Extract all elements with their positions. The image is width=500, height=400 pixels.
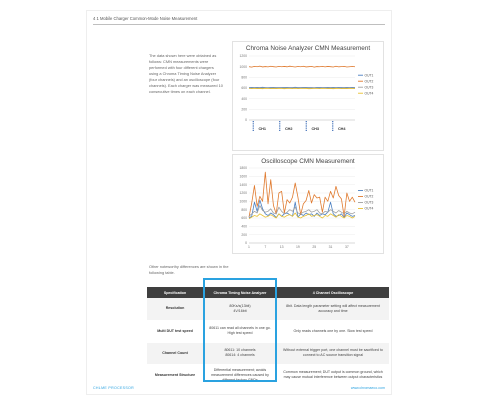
- y-tick-label: 0: [245, 118, 247, 123]
- chroma-chart-svg: [233, 42, 385, 152]
- legend-label: OUT3: [364, 85, 374, 90]
- x-tick-label: 31: [328, 245, 333, 249]
- comparison-table: [147, 287, 389, 387]
- y-tick-label: 1800: [239, 166, 247, 171]
- row-chroma: 80Ks/s(13bit) 4V/16bit: [203, 298, 277, 320]
- table-header-cell: Specification: [147, 287, 203, 298]
- document-page: [86, 10, 392, 395]
- table-intro-paragraph: Other noteworthy differences are shown in the following table.: [149, 264, 229, 275]
- x-tick-label: 1: [248, 245, 250, 249]
- intro-paragraph: The data shown here were obtained as follows: CMN measurements were performed with four different chargers using a Chroma Timing Noise Analyzer (four channels) and an oscilloscope (four channels). Each charger was measured 10 consecutive times on each channel.: [149, 53, 223, 94]
- legend-label: OUT2: [364, 194, 374, 199]
- y-tick-label: 800: [241, 75, 247, 80]
- y-tick-label: 1000: [239, 64, 247, 69]
- chroma-chart: [232, 41, 384, 151]
- row-oscilloscope: Without external trigger port, one channel must be sacrificed to connect to AC source transition signal: [277, 342, 389, 364]
- table-row: [147, 364, 389, 386]
- channel-label: CH2: [284, 127, 293, 131]
- legend-label: OUT1: [364, 73, 374, 78]
- table-header-cell: 4 Channel Oscilloscope: [277, 287, 389, 298]
- y-tick-label: 0: [245, 241, 247, 246]
- x-tick-label: 37: [344, 245, 349, 249]
- y-tick-label: 1200: [239, 191, 247, 196]
- row-oscilloscope: Common measurement; DUT output is common ground, which may cause mutual interference between output characteristics: [277, 364, 389, 386]
- channel-label: CH4: [337, 127, 346, 131]
- legend-label: OUT3: [364, 200, 374, 205]
- y-tick-label: 1000: [239, 199, 247, 204]
- table-header-cell: Chroma Timing Noise Analyzer: [203, 287, 277, 298]
- legend-label: OUT2: [364, 79, 374, 84]
- y-tick-label: 1600: [239, 174, 247, 179]
- y-tick-label: 600: [241, 216, 247, 221]
- chart-title: Oscilloscope CMN Measurement: [261, 158, 355, 165]
- legend-label: OUT1: [364, 188, 374, 193]
- table-row: [147, 342, 389, 364]
- y-tick-label: 200: [241, 232, 247, 237]
- y-tick-label: 800: [241, 207, 247, 212]
- y-tick-label: 1400: [239, 182, 247, 187]
- channel-label: CH3: [311, 127, 320, 131]
- chart-title: Chroma Noise Analyzer CMN Measurement: [245, 45, 371, 52]
- y-tick-label: 600: [241, 86, 247, 91]
- row-oscilloscope: 8bit. Data length parameter setting will affect measurement accuracy and time: [277, 298, 389, 320]
- oscilloscope-chart-svg: [233, 155, 385, 255]
- x-tick-label: 19: [296, 245, 300, 249]
- x-tick-label: 13: [279, 245, 284, 249]
- header-title: 4 1 Mobile Charger Common-Mode Noise Measurement: [93, 16, 198, 21]
- footer-website: www.chromaeco.com: [350, 386, 385, 390]
- y-tick-label: 1200: [239, 54, 247, 59]
- channel-label: CH1: [258, 127, 267, 131]
- y-tick-label: 200: [241, 107, 247, 112]
- row-spec: Measurement Structure: [147, 364, 203, 386]
- legend-label: OUT4: [364, 206, 374, 211]
- header-divider: [93, 24, 385, 25]
- y-tick-label: 400: [241, 224, 247, 229]
- table-row: [147, 298, 389, 320]
- x-tick-label: 7: [264, 245, 267, 249]
- legend-label: OUT4: [364, 91, 374, 96]
- table-row: [147, 320, 389, 342]
- row-spec: Resolution: [147, 298, 203, 320]
- row-chroma: 80611 can read all channels in one go. High test speed: [203, 320, 277, 342]
- series-line-out2: [249, 66, 355, 67]
- row-chroma: Differential measurement; avoids measurement differences caused by different factory GNDs: [203, 364, 277, 386]
- row-oscilloscope: Only reads channels one by one. Slow test speed: [277, 320, 389, 342]
- row-spec: Channel Count: [147, 342, 203, 364]
- row-chroma: 80611: 10 channels 80614: 4 channels: [203, 342, 277, 364]
- row-spec: Multi DUT test speed: [147, 320, 203, 342]
- y-tick-label: 400: [241, 96, 247, 101]
- x-tick-label: 25: [312, 245, 317, 249]
- oscilloscope-chart: [232, 154, 384, 254]
- footer-left-text: CHLME PROCESSOR: [93, 386, 135, 390]
- table-header-row: [147, 287, 389, 298]
